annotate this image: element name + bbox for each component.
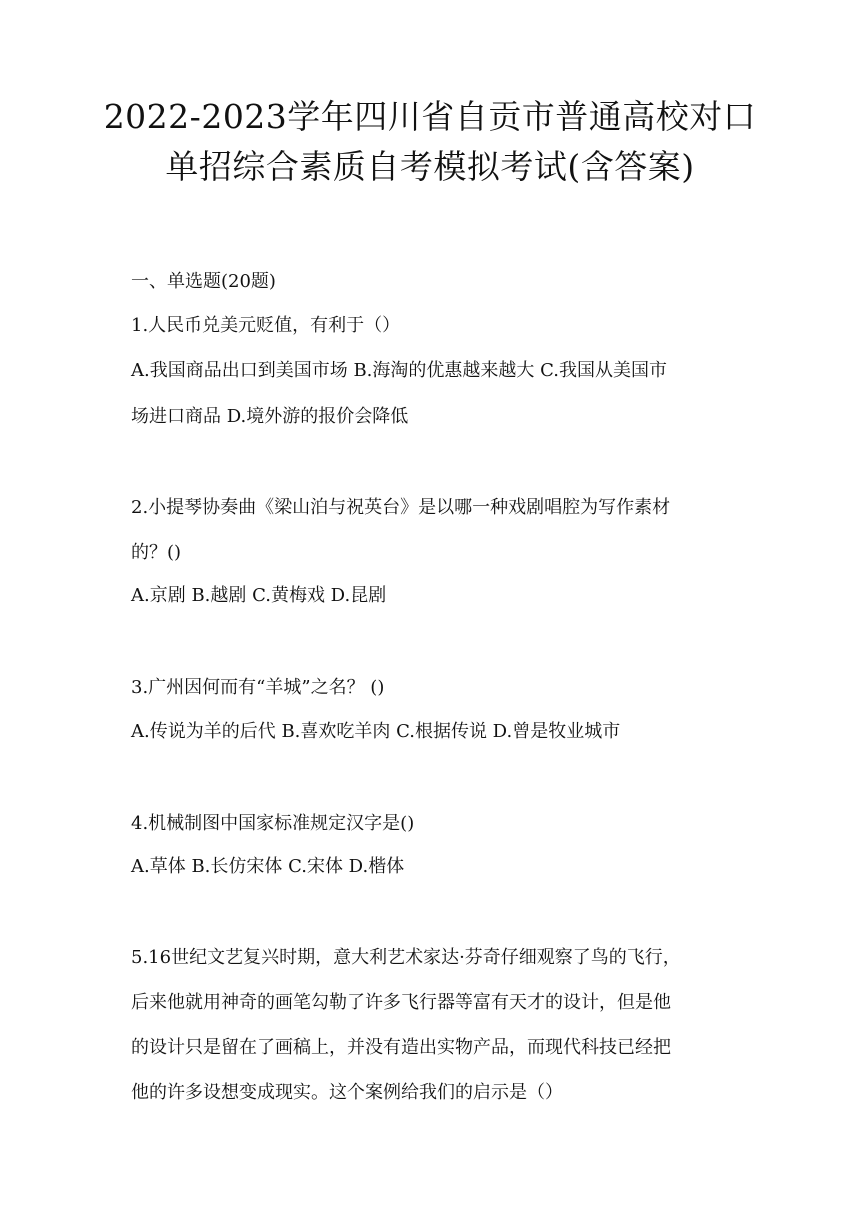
question-2-stem: 2.小提琴协奏曲《梁山泊与祝英台》是以哪一种戏剧唱腔为写作素材 (131, 497, 671, 518)
question-2-stem-cont: 的？() (131, 542, 182, 563)
document-title (0, 92, 860, 192)
title-line-1: 2022-2023学年四川省自贡市普通高校对口 (103, 97, 757, 136)
title-line-2: 单招综合素质自考模拟考试(含答案) (165, 147, 695, 186)
question-1-options: A.我国商品出口到美国市场 B.海淘的优惠越来越大 C.我国从美国市 (131, 360, 667, 381)
question-3-stem: 3.广州因何而有“羊城”之名？ () (131, 677, 385, 698)
question-5-stem: 5.16世纪文艺复兴时期，意大利艺术家达·芬奇仔细观察了鸟的飞行， (131, 947, 681, 968)
question-2-options: A.京剧 B.越剧 C.黄梅戏 D.昆剧 (131, 585, 387, 606)
question-4-options: A.草体 B.长仿宋体 C.宋体 D.楷体 (131, 856, 405, 877)
question-5-stem-cont-2: 的设计只是留在了画稿上，并没有造出实物产品，而现代科技已经把 (131, 1037, 671, 1058)
question-4-stem: 4.机械制图中国家标准规定汉字是() (131, 813, 415, 834)
question-5-stem-cont-1: 后来他就用神奇的画笔勾勒了许多飞行器等富有天才的设计，但是他 (131, 992, 671, 1013)
question-5-stem-cont-3: 他的许多设想变成现实。这个案例给我们的启示是（） (131, 1082, 563, 1103)
question-1-options-cont: 场进口商品 D.境外游的报价会降低 (131, 406, 409, 427)
question-1-stem: 1.人民币兑美元贬值，有利于（） (131, 315, 401, 336)
question-3-options: A.传说为羊的后代 B.喜欢吃羊肉 C.根据传说 D.曾是牧业城市 (131, 721, 621, 742)
section-heading: 一、单选题(20题) (131, 271, 276, 292)
